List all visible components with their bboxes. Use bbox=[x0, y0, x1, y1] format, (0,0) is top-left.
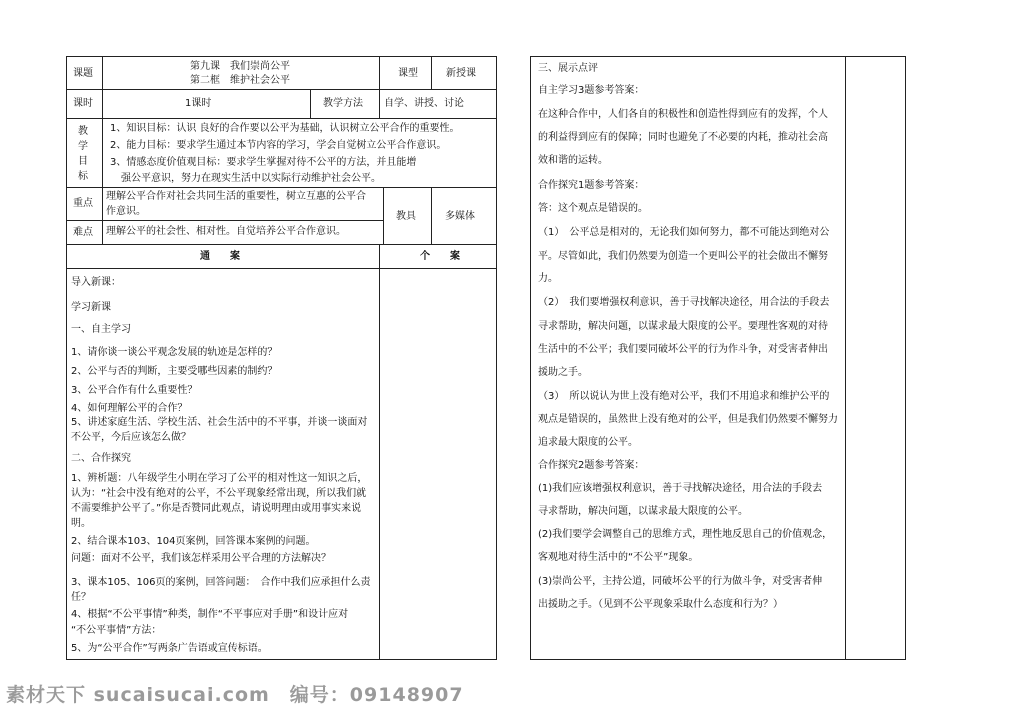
common-plan-header: 通 案 bbox=[200, 251, 240, 262]
table-rule bbox=[383, 187, 384, 245]
personal-plan-header: 个 案 bbox=[420, 251, 460, 262]
body-line: 学习新课 bbox=[71, 302, 111, 313]
table-rule bbox=[379, 244, 380, 660]
body-line: 不需要维护公平了。”你是否赞同此观点，请说明理由或用事实来说 bbox=[71, 503, 362, 514]
goal-line: 强公平意识，努力在现实生活中以实际行动维护社会公平。 bbox=[121, 173, 381, 184]
difficult-point-label: 难点 bbox=[73, 227, 93, 238]
key-point-line: 作意识。 bbox=[106, 206, 146, 217]
answer-line: (3)崇尚公平，主持公道，同破坏公平的行为做斗争，对受害者伸 bbox=[538, 576, 823, 587]
table-border bbox=[66, 56, 497, 57]
table-rule bbox=[66, 118, 497, 119]
goal-line: 3、情感态度价值观目标：要求学生掌握对待不公平的方法，并且能增 bbox=[110, 157, 417, 168]
key-point-line: 理解公平合作对社会共同生活的重要性，树立互惠的公平合 bbox=[106, 191, 366, 202]
table-border bbox=[530, 659, 906, 660]
goal-line: 2、能力目标：要求学生通过本节内容的学习，学会自觉树立公平合作意识。 bbox=[110, 140, 447, 151]
body-line: 一、自主学习 bbox=[71, 324, 131, 335]
method-label: 教学方法 bbox=[323, 98, 363, 109]
goals-label-char: 学 bbox=[78, 141, 88, 152]
body-line: 不公平，今后应该怎么做？ bbox=[71, 432, 191, 443]
answer-line: 三、展示点评 bbox=[538, 63, 598, 74]
table-border bbox=[66, 56, 67, 660]
body-line: 任？ bbox=[71, 592, 91, 603]
table-rule bbox=[310, 89, 311, 119]
body-line: 5、讲述家庭生活、学校生活、社会生活中的不平事，并谈一谈面对 bbox=[71, 417, 368, 428]
table-rule bbox=[431, 56, 432, 90]
answer-line: 寻求帮助，解决问题，以谋求最大限度的公平。要理性客观的对待 bbox=[538, 321, 828, 332]
table-border bbox=[66, 659, 497, 660]
goals-label-char: 教 bbox=[78, 126, 88, 137]
body-line: 3、公平合作有什么重要性？ bbox=[71, 385, 198, 396]
body-line: “不公平事情”方法： bbox=[71, 625, 162, 636]
table-border bbox=[530, 56, 906, 57]
answer-line: (1)我们应该增强权利意识，善于寻找解决途径，用合法的手段去 bbox=[538, 483, 823, 494]
table-rule bbox=[66, 89, 497, 90]
difficult-point-text: 理解公平的社会性、相对性。自觉培养公平合作意识。 bbox=[106, 226, 346, 237]
body-line: 问题：面对不公平，我们该怎样采用公平合理的方法解决？ bbox=[71, 553, 331, 564]
goal-line: 1、知识目标：认识 良好的合作要以公平为基础，认识树立公平合作的重要性。 bbox=[110, 123, 460, 134]
answer-line: 合作探究2题参考答案： bbox=[538, 460, 645, 471]
answer-line: 客观地对待生活中的“不公平”现象。 bbox=[538, 552, 699, 563]
table-border bbox=[530, 56, 531, 660]
body-line: 二、合作探究 bbox=[71, 453, 131, 464]
table-rule bbox=[431, 187, 432, 245]
answer-line: （1） 公平总是相对的，无论我们如何努力，都不可能达到绝对公 bbox=[538, 227, 830, 238]
answer-line: 援助之手。 bbox=[538, 367, 588, 378]
answer-line: 追求最大限度的公平。 bbox=[538, 437, 638, 448]
table-rule bbox=[66, 244, 497, 245]
key-point-label: 重点 bbox=[73, 198, 93, 209]
body-line: 4、如何理解公平的合作？ bbox=[71, 403, 188, 414]
lesson-type-value: 新授课 bbox=[446, 68, 476, 79]
body-line: 认为：“社会中没有绝对的公平，不公平现象经常出现，所以我们就 bbox=[71, 488, 367, 499]
table-border bbox=[905, 56, 906, 660]
answer-line: 寻求帮助，解决问题，以谋求最大限度的公平。 bbox=[538, 506, 748, 517]
answer-line: （3） 所以说认为世上没有绝对公平，我们不用追求和维护公平的 bbox=[538, 391, 830, 402]
answer-line: 在这种合作中，人们各自的积极性和创造性得到应有的发挥，个人 bbox=[538, 109, 828, 120]
table-rule bbox=[379, 56, 380, 90]
answer-line: 答：这个观点是错误的。 bbox=[538, 203, 648, 214]
body-line: 明。 bbox=[71, 518, 91, 529]
lesson-title-line1: 第九课 我们崇尚公平 bbox=[190, 61, 290, 72]
answer-line: 力。 bbox=[538, 273, 558, 284]
answer-line: 的利益得到应有的保障；同时也避免了不必要的内耗，推动社会高 bbox=[538, 132, 828, 143]
body-line: 2、结合课本103、104页案例，回答课本案例的问题。 bbox=[71, 536, 316, 547]
goals-label-char: 目 bbox=[78, 156, 88, 167]
table-rule bbox=[66, 220, 383, 221]
answer-line: (2)我们要学会调整自己的思维方式，理性地反思自己的价值观念， bbox=[538, 529, 833, 540]
method-value: 自学、讲授、讨论 bbox=[384, 98, 464, 109]
teaching-tools-label: 教具 bbox=[396, 211, 416, 222]
goals-label-char: 标 bbox=[78, 171, 88, 182]
table-rule bbox=[66, 187, 497, 188]
answer-line: （2） 我们要增强权利意识，善于寻找解决途径，用合法的手段去 bbox=[538, 297, 830, 308]
table-rule bbox=[845, 56, 846, 660]
table-rule bbox=[379, 89, 380, 119]
answer-line: 观点是错误的，虽然世上没有绝对的公平，但是我们仍然要不懈努力 bbox=[538, 414, 838, 425]
lesson-type-label: 课型 bbox=[398, 68, 418, 79]
table-rule bbox=[102, 56, 103, 245]
lesson-title-line2: 第二框 维护社会公平 bbox=[190, 75, 290, 86]
answer-line: 合作探究1题参考答案： bbox=[538, 180, 645, 191]
hours-label: 课时 bbox=[73, 98, 93, 109]
course-label: 课题 bbox=[73, 68, 93, 79]
answer-line: 出援助之手。（见到不公平现象采取什么态度和行为？） bbox=[538, 599, 783, 610]
table-rule bbox=[66, 268, 497, 269]
answer-line: 平。尽管如此，我们仍然要为创造一个更叫公平的社会做出不懈努 bbox=[538, 251, 828, 262]
table-border bbox=[496, 56, 497, 660]
teaching-tools-value: 多媒体 bbox=[445, 211, 475, 222]
body-line: 导入新课： bbox=[71, 277, 121, 288]
hours-value: 1课时 bbox=[185, 98, 212, 109]
answer-line: 生活中的不公平；我们要同破坏公平的行为作斗争，对受害者伸出 bbox=[538, 344, 828, 355]
body-line: 5、为“公平合作”写两条广告语或宣传标语。 bbox=[71, 643, 268, 654]
body-line: 1、辨析题：八年级学生小明在学习了公平的相对性这一知识之后， bbox=[71, 473, 368, 484]
answer-line: 自主学习3题参考答案： bbox=[538, 85, 645, 96]
body-line: 3、课本105、106页的案例，回答问题： 合作中我们应承担什么责 bbox=[71, 577, 371, 588]
watermark: 素材天下 sucaisucai.com 编号：09148907 bbox=[6, 684, 464, 706]
body-line: 1、请你谈一谈公平观念发展的轨迹是怎样的？ bbox=[71, 347, 278, 358]
body-line: 4、根据“不公平事情”种类，制作“不平事应对手册”和设计应对 bbox=[71, 609, 349, 620]
answer-line: 效和谐的运转。 bbox=[538, 155, 608, 166]
body-line: 2、公平与否的判断，主要受哪些因素的制约？ bbox=[71, 366, 278, 377]
